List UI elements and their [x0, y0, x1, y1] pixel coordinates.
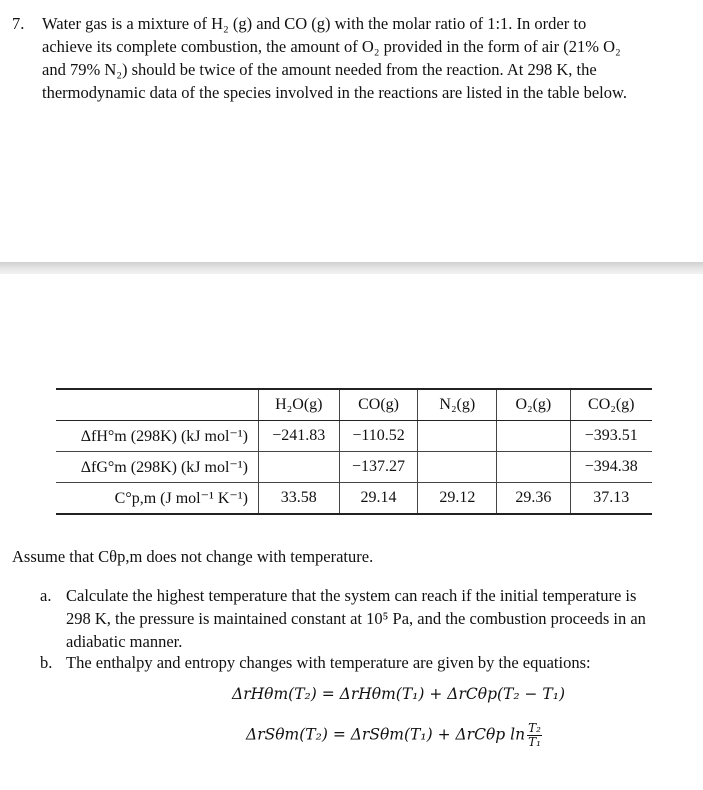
fraction-denominator: T₁ — [528, 735, 541, 749]
part-a — [40, 584, 686, 653]
part-a-line: Calculate the highest temperature that the system can reach if the initial temperature is — [66, 586, 637, 605]
table-cell — [418, 421, 497, 452]
table-cell: 29.36 — [497, 483, 570, 515]
table-cell: 33.58 — [258, 483, 339, 515]
problem-line: thermodynamic data of the species involved in the reactions are listed in the table below. — [42, 83, 627, 102]
entropy-equation — [246, 722, 542, 749]
problem-statement — [12, 12, 692, 104]
part-a-marker: a. — [40, 586, 52, 605]
table-cell — [418, 452, 497, 483]
column-header: O₂(g) — [497, 389, 570, 421]
table-row — [56, 421, 652, 452]
fraction-numerator: T₂ — [528, 721, 541, 735]
part-a-line: adiabatic manner. — [66, 632, 183, 651]
row-label: ΔfG°m (298K) (kJ mol⁻¹) — [56, 452, 258, 483]
table-cell: 29.14 — [339, 483, 418, 515]
row-label: C°p,m (J mol⁻¹ K⁻¹) — [56, 483, 258, 515]
table-cell: −110.52 — [339, 421, 418, 452]
table-cell: −137.27 — [339, 452, 418, 483]
problem-line: achieve its complete combustion, the amount of O₂ provided in the form of air (21% O₂ — [42, 37, 621, 56]
part-b-text: The enthalpy and entropy changes with temperature are given by the equations: — [66, 653, 591, 672]
column-header: H₂O(g) — [258, 389, 339, 421]
part-b-marker: b. — [40, 653, 53, 672]
problem-line: and 79% N₂) should be twice of the amount needed from the reaction. At 298 K, the — [42, 60, 597, 79]
table-cell — [497, 452, 570, 483]
table-row — [56, 483, 652, 515]
part-b — [40, 651, 686, 674]
row-label: ΔfH°m (298K) (kJ mol⁻¹) — [56, 421, 258, 452]
table-corner-cell — [56, 389, 258, 421]
entropy-equation-lhs: ΔrSθm(T₂) = ΔrSθm(T₁) + ΔrCθp ln — [246, 725, 526, 744]
column-header: N₂(g) — [418, 389, 497, 421]
table-cell: −394.38 — [570, 452, 652, 483]
problem-number: 7. — [12, 14, 25, 33]
part-a-line: 298 K, the pressure is maintained constant at 10⁵ Pa, and the combustion proceeds in an — [66, 609, 646, 628]
table-cell: −241.83 — [258, 421, 339, 452]
table-cell: 29.12 — [418, 483, 497, 515]
table-row — [56, 452, 652, 483]
table-cell — [258, 452, 339, 483]
thermodynamic-table — [56, 388, 652, 515]
table-cell: −393.51 — [570, 421, 652, 452]
page-divider — [0, 262, 703, 274]
enthalpy-equation: ΔrHθm(T₂) = ΔrHθm(T₁) + ΔrCθp(T₂ − T₁) — [232, 685, 566, 703]
problem-line: Water gas is a mixture of H₂ (g) and CO (g) with the molar ratio of 1:1. In order to — [42, 14, 587, 33]
assumption-note: Assume that Cθp,m does not change with temperature. — [12, 547, 374, 566]
table-header-row — [56, 389, 652, 421]
column-header: CO₂(g) — [570, 389, 652, 421]
temperature-ratio — [527, 722, 542, 749]
column-header: CO(g) — [339, 389, 418, 421]
table-cell: 37.13 — [570, 483, 652, 515]
table-cell — [497, 421, 570, 452]
